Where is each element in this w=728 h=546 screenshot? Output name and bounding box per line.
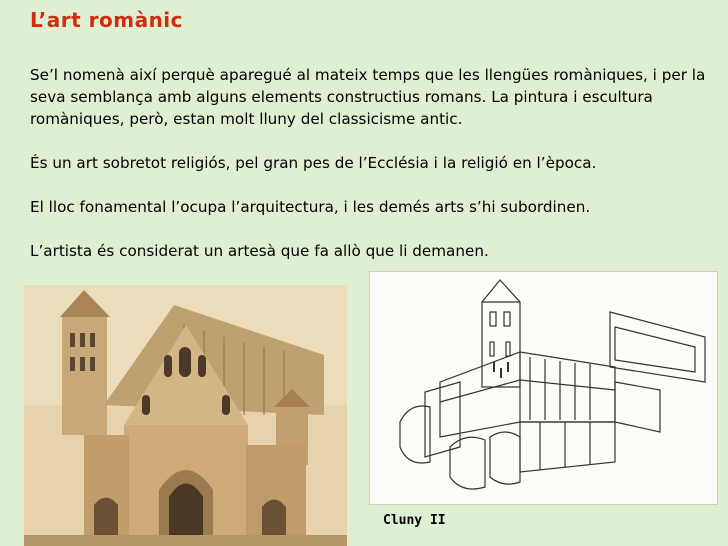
paragraph-artist: L’artista és considerat un artesà que fa allò que li demanen. — [30, 242, 489, 260]
paragraph-origin: Se’l nomenà així perquè aparegué al mateix temps que les llengües romàniques, i per la seva semblança amb alguns elements constructius romans. La pintura i escultura romàniques, però, estan molt lluny del classicisme antic. — [30, 66, 706, 128]
slide-title: L’art romànic — [30, 8, 184, 32]
cluny-ii-drawing — [369, 271, 718, 505]
paragraph-religious: És un art sobretot religiós, pel gran pes de l’Ecclésia i la religió en l’època. — [30, 154, 597, 172]
image-caption: Cluny II — [383, 513, 446, 528]
church-facade-image — [24, 285, 347, 546]
paragraph-architecture: El lloc fonamental l’ocupa l’arquitectura, i les demés arts s’hi subordinen. — [30, 198, 591, 216]
